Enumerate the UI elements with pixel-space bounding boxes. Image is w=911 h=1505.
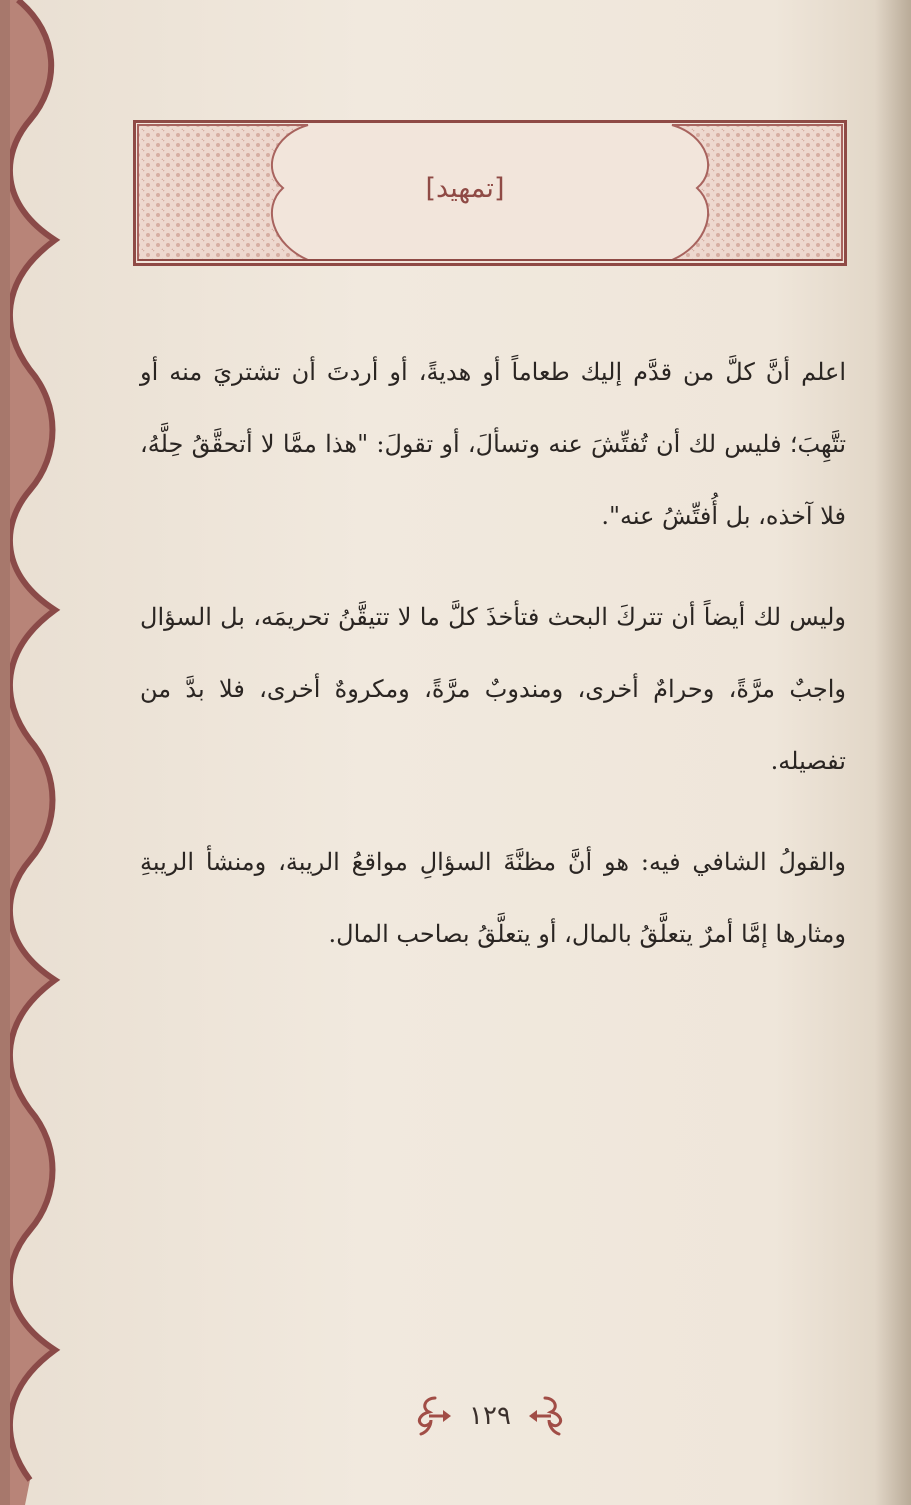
paragraph: وليس لك أيضاً أن تتركَ البحث فتأخذَ كلَّ ما لا تتيقَّنُ تحريمَه، بل السؤال واجبٌ مرَّةً، وحرامٌ أخرى، ومندوبٌ مرَّةً، ومكروهٌ أخرى، فلا بدَّ من تفصيله. xyxy=(140,603,846,775)
page-footer xyxy=(400,1388,580,1444)
wavy-margin-band xyxy=(0,0,140,1505)
chapter-heading: [تمهيد] xyxy=(425,172,505,204)
paragraph: اعلم أنَّ كلَّ من قدَّم إليك طعاماً أو هديةً، أو أردتَ أن تشتريَ منه أو تتَّهِبَ؛ فليس لك أن تُفتِّشَ عنه وتسألَ، أو تقولَ: "هذا ممَّا لا أتحقَّقُ حِلَّهُ، فلا آخذه، بل أُفتِّشُ عنه". xyxy=(140,358,846,530)
body-text xyxy=(140,336,846,999)
fleuron-icon xyxy=(415,1394,455,1438)
fleuron-icon xyxy=(525,1394,565,1438)
page-number: ١٢٩ xyxy=(469,1401,511,1431)
paragraph: والقولُ الشافي فيه: هو أنَّ مظنَّةَ السؤالِ مواقعُ الريبة، ومنشأ الريبةِ ومثارها إمَّا أمرٌ يتعلَّقُ بالمال، أو يتعلَّقُ بصاحب المال. xyxy=(140,848,846,948)
